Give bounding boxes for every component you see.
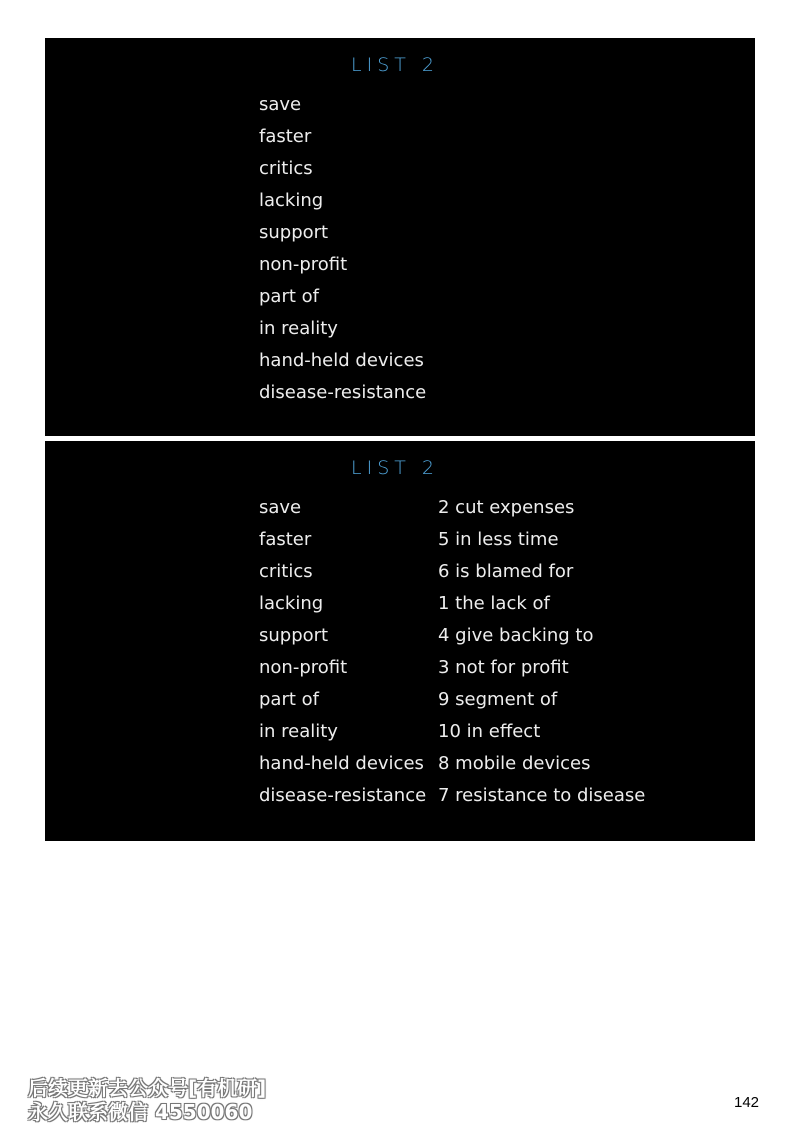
term-list <box>259 93 426 413</box>
list-item: 5 in less time <box>438 529 559 550</box>
list-item: 10 in effect <box>438 721 541 742</box>
list-item: support <box>259 625 329 646</box>
slide-title: LIST 2 <box>351 457 439 479</box>
list-item: support <box>259 222 329 243</box>
list-item: part of <box>259 286 319 307</box>
list-item: critics <box>259 158 313 179</box>
list-item: save <box>259 94 302 115</box>
watermark-line: 永久联系微信 4550060 <box>28 1100 253 1124</box>
list-item: lacking <box>259 190 324 211</box>
page-number: 142 <box>734 1094 760 1111</box>
list-item: disease-resistance <box>259 382 427 403</box>
list-item: critics <box>259 561 313 582</box>
list-item: disease-resistance <box>259 785 427 806</box>
match-list <box>438 496 645 816</box>
list-item: 4 give backing to <box>438 625 594 646</box>
list-item: save <box>259 497 302 518</box>
list-item: in reality <box>259 318 338 339</box>
list-item: lacking <box>259 593 324 614</box>
list-item: non-profit <box>259 254 348 275</box>
list-item: faster <box>259 529 312 550</box>
list-item: 9 segment of <box>438 689 558 710</box>
list-item: 2 cut expenses <box>438 497 575 518</box>
list-item: part of <box>259 689 319 710</box>
slide-title: LIST 2 <box>351 54 439 76</box>
list-item: 3 not for profit <box>438 657 569 678</box>
slide-list-2-answers <box>45 441 755 841</box>
list-item: faster <box>259 126 312 147</box>
list-item: 1 the lack of <box>438 593 550 614</box>
list-item: 6 is blamed for <box>438 561 574 582</box>
watermark-line: 后续更新去公众号[有机研] <box>28 1076 267 1100</box>
list-item: non-profit <box>259 657 348 678</box>
list-item: in reality <box>259 721 338 742</box>
watermark <box>28 1076 318 1124</box>
term-list <box>259 496 426 816</box>
list-item: 7 resistance to disease <box>438 785 646 806</box>
list-item: hand-held devices <box>259 753 424 774</box>
list-item: 8 mobile devices <box>438 753 591 774</box>
slide-list-2-terms <box>45 38 755 436</box>
list-item: hand-held devices <box>259 350 424 371</box>
